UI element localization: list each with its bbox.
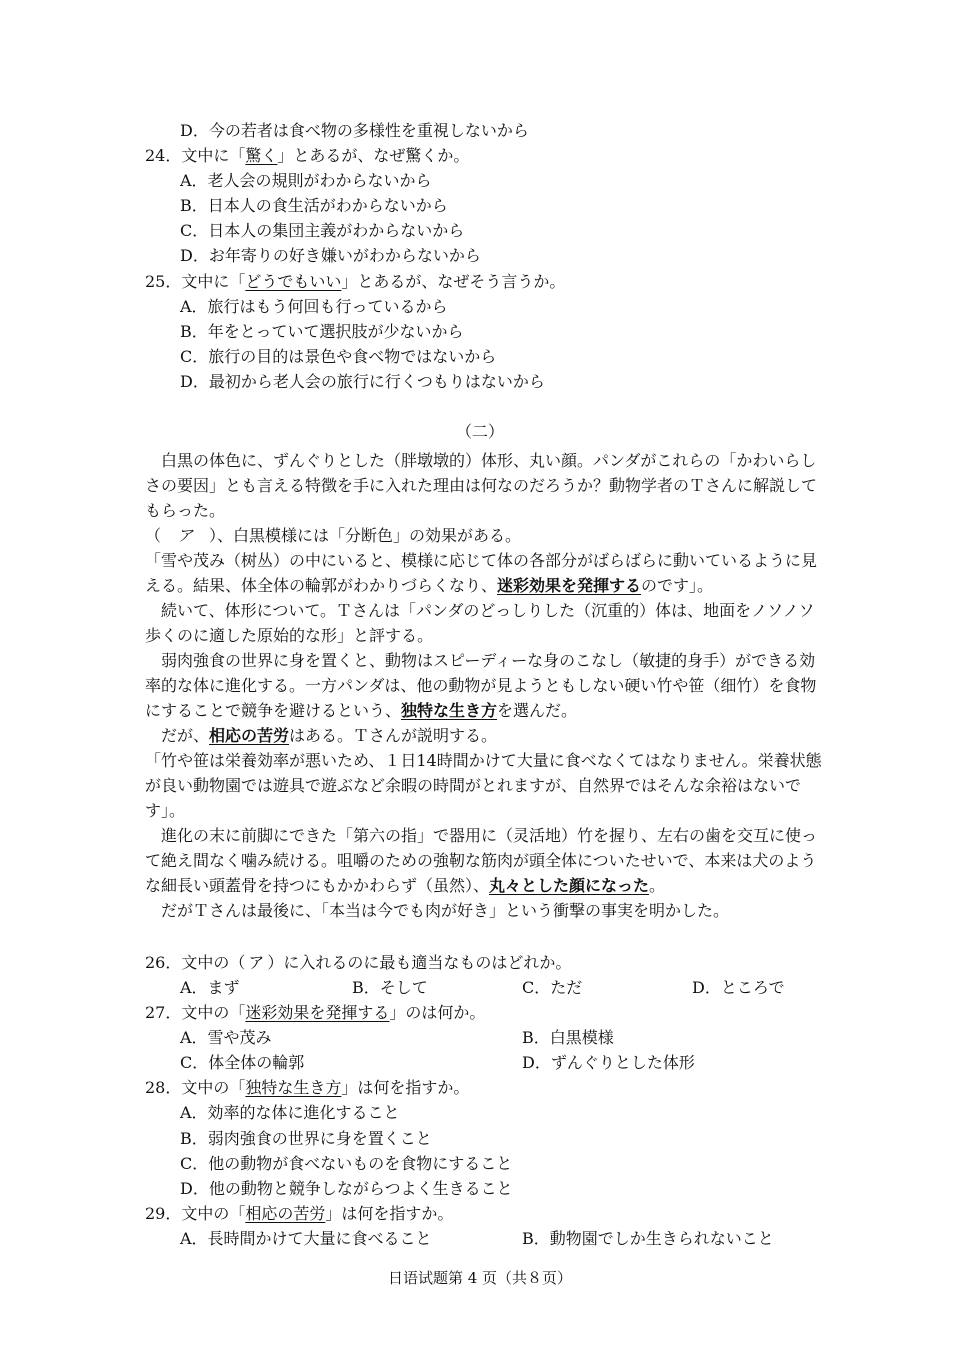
- q27-stem-post: 」のは何か。: [389, 1003, 486, 1022]
- q23-option-d: D．今の若者は食べ物の多様性を重視しないから: [180, 121, 529, 140]
- q25-option-a: A．旅行はもう何回も行っているから: [180, 297, 448, 316]
- q27-option-b: B．白黒模様: [522, 1028, 614, 1047]
- passage-paragraph-7: 「竹や笹は栄養効率が悪いため、１日14時間かけて大量に食べなくてはなりません。栄養状態が良い動物園では遊具で遊ぶなど余暇の時間がとれますが、自然界ではそんな余裕はないです」。: [145, 751, 822, 820]
- passage-p3-text: 「雪や茂み（树丛）の中にいると、模様に応じて体の各部分がばらばらに動いているように見える。結果、体全体の輪郭がわかりづらくなり、: [145, 551, 818, 595]
- passage-paragraph-5: [145, 648, 825, 723]
- q25-stem-pre: 25．文中に「: [145, 272, 246, 291]
- q29-keyword: 相応の苦労: [245, 1204, 326, 1223]
- passage-blank-a: ア: [177, 526, 194, 545]
- passage-p6-start: だが、: [161, 726, 210, 745]
- q28-option-d: D．他の動物と競争しながらつよく生きること: [180, 1179, 513, 1198]
- q24-stem-pre: 24．文中に「: [145, 146, 246, 165]
- q25-option-b: B．年をとっていて選択肢が少ないから: [180, 322, 464, 341]
- q27-stem: [145, 1003, 485, 1023]
- q26-option-b: B．そして: [352, 978, 428, 997]
- q28-option-a: A．効率的な体に進化すること: [180, 1103, 400, 1122]
- q29-stem: [145, 1204, 453, 1224]
- passage-paragraph-6: [145, 723, 825, 748]
- q24-option-b: B．日本人の食生活がわからないから: [180, 196, 448, 215]
- q28-stem-pre: 28．文中の「: [145, 1078, 246, 1097]
- q27-keyword: 迷彩効果を発揮する: [245, 1003, 390, 1022]
- q24-stem-post: 」とあるが、なぜ驚くか。: [277, 146, 470, 165]
- q27-option-a: A．雪や茂み: [180, 1028, 272, 1047]
- passage-keyword-camouflage: 迷彩効果を発揮する: [497, 576, 642, 595]
- passage-p5-text: 弱肉強食の世界に身を置くと、動物はスピーディーな身のこなし（敏捷的身手）ができる効率的な体に進化する。一方パンダは、他の動物が見ようともしない硬い竹や笹（细竹）を食物にすることで競争を避けるという、: [145, 651, 817, 720]
- q26-stem-post: ）に入れるのに最も適当なものはどれか。: [267, 953, 572, 972]
- q29-option-a: A．長時間かけて大量に食べること: [180, 1229, 432, 1248]
- q29-stem-post: 」は何を指すか。: [325, 1204, 454, 1223]
- q28-stem: [145, 1078, 469, 1098]
- passage-paragraph-9: だがＴさんは最後に、「本当は今でも肉が好き」という衝撃の事実を明かした。: [161, 901, 730, 920]
- q28-option-c: C．他の動物が食べないものを食物にすること: [180, 1154, 513, 1173]
- q24-option-c: C．日本人の集団主義がわからないから: [180, 221, 465, 240]
- passage-paragraph-8: [145, 823, 825, 898]
- passage-keyword-hardship: 相応の苦労: [209, 726, 290, 745]
- passage-p5-end: を選んだ。: [497, 701, 578, 720]
- q25-stem-post: 」とあるが、なぜそう言うか。: [341, 272, 566, 291]
- passage-paragraph-4: 続いて、体形について。Ｔさんは「パンダのどっしりした（沉重的）体は、地面をノソノソ歩くのに適した原始的な形」と評する。: [145, 601, 815, 645]
- passage-keyword-round-face: 丸々とした顔になった: [489, 876, 650, 895]
- passage-p3-end: のです」。: [641, 576, 714, 595]
- q26-option-d: D．ところで: [692, 978, 785, 997]
- q26-option-c: C．ただ: [522, 978, 583, 997]
- section-title: （二）: [455, 422, 504, 441]
- q26-option-a: A．まず: [180, 978, 240, 997]
- q26-stem: [145, 953, 571, 973]
- passage-keyword-unique-way: 独特な生き方: [401, 701, 498, 720]
- q25-option-d: D．最初から老人会の旅行に行くつもりはないから: [180, 372, 545, 391]
- q28-stem-post: 」は何を指すか。: [341, 1078, 470, 1097]
- q27-option-c: C．体全体の輪郭: [180, 1053, 305, 1072]
- q29-option-b: B．動物園でしか生きられないこと: [522, 1229, 774, 1248]
- passage-p8-end: 。: [649, 876, 666, 895]
- passage-p6-end: はある。Ｔさんが説明する。: [289, 726, 498, 745]
- q27-stem-pre: 27．文中の「: [145, 1003, 246, 1022]
- q28-option-b: B．弱肉強食の世界に身を置くこと: [180, 1129, 432, 1148]
- passage-paragraph-1: 白黒の体色に、ずんぐりとした（胖墩墩的）体形、丸い顔。パンダがこれらの「かわいらしさの要因」とも言える特徴を手に入れた理由は何なのだろうか？動物学者のＴさんに解説してもらった。: [145, 451, 818, 520]
- q24-keyword: 驚く: [245, 146, 278, 165]
- q26-blank: ア: [248, 953, 265, 972]
- q29-stem-pre: 29．文中の「: [145, 1204, 246, 1223]
- passage-p2-open: （: [145, 526, 178, 545]
- page-footer: 日语试题第 4 页（共８页）: [387, 1269, 573, 1287]
- passage-paragraph-3: [145, 548, 825, 598]
- q25-keyword: どうでもいい: [245, 272, 342, 291]
- q25-stem: [145, 272, 565, 292]
- q26-stem-pre: 26．文中の（: [145, 953, 246, 972]
- q24-stem: [145, 146, 469, 166]
- q24-option-d: D．お年寄りの好き嫌いがわからないから: [180, 246, 481, 265]
- q24-option-a: A．老人会の規則がわからないから: [180, 171, 432, 190]
- q27-option-d: D．ずんぐりとした体形: [522, 1053, 695, 1072]
- q28-keyword: 独特な生き方: [245, 1078, 342, 1097]
- passage-p8-text: 進化の末に前脚にできた「第六の指」で器用に（灵活地）竹を握り、左右の歯を交互に使って絶え間なく噛み続ける。咀嚼のための強靭な筋肉が頭全体についたせいで、本来は犬のような細長い頭蓋骨を持つにもかかわらず（虽然）、: [145, 826, 818, 895]
- passage-p2-rest: ）、白黒模様には「分断色」の効果がある。: [193, 526, 522, 545]
- passage-paragraph-2: [145, 523, 825, 548]
- q25-option-c: C．旅行の目的は景色や食べ物ではないから: [180, 347, 497, 366]
